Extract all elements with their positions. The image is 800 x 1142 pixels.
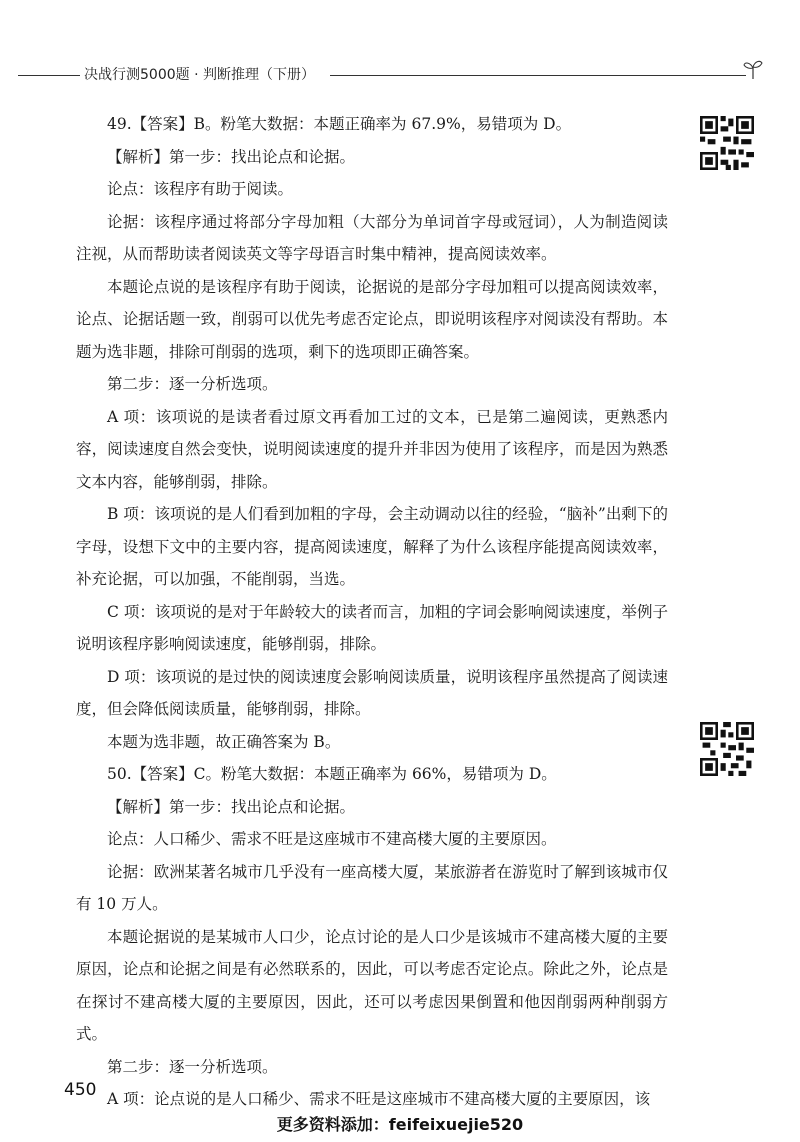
paragraph: 第二步：逐一分析选项。	[107, 375, 278, 393]
paragraph: B 项：该项说的是人们看到加粗的字母，会主动调动以往的经验，“脑补”出剩下的字母，设想下文中的主要内容，提高阅读速度，解释了为什么该程序能提高阅读效率，补充论据，可以加强，不能削弱，当选。	[76, 505, 668, 588]
sprout-icon	[742, 58, 764, 80]
qr-code-icon[interactable]	[700, 722, 754, 776]
paragraph: 论点：该程序有助于阅读。	[107, 180, 294, 198]
running-header	[18, 58, 760, 88]
header-rule-left	[18, 75, 80, 76]
paragraph: 第二步：逐一分析选项。	[107, 1057, 278, 1076]
header-title: 决战行测5000题 · 判断推理（下册）	[84, 67, 315, 83]
paragraph: D 项：该项说的是过快的阅读速度会影响阅读质量，说明该程序虽然提高了阅读速度，但会降低阅读质量，能够削弱，排除。	[76, 667, 668, 718]
paragraph: 论据：该程序通过将部分字母加粗（大部分为单词首字母或冠词），人为制造阅读注视，从而帮助读者阅读英文等字母语言时集中精神，提高阅读效率。	[76, 212, 668, 263]
paragraph: 49.【答案】B。粉笔大数据：本题正确率为 67.9%，易错项为 D。	[107, 115, 572, 133]
paragraph: C 项：该项说的是对于年龄较大的读者而言，加粗的字词会影响阅读速度，举例子说明该程序影响阅读速度，能够削弱，排除。	[76, 602, 668, 653]
paragraph: 本题论点说的是该程序有助于阅读，论据说的是部分字母加粗可以提高阅读效率，论点、论据话题一致，削弱可以优先考虑否定论点，即说明该程序对阅读没有帮助。本题为选非题，排除可削弱的选项，剩下的选项即正确答案。	[76, 277, 668, 361]
paragraph: 论据：欧洲某著名城市几乎没有一座高楼大厦，某旅游者在游览时了解到该城市仅有 10 万人。	[76, 862, 668, 913]
paragraph: 本题为选非题，故正确答案为 B。	[107, 732, 341, 751]
page-number: 450	[64, 1080, 97, 1100]
paragraph: 50.【答案】C。粉笔大数据：本题正确率为 66%，易错项为 D。	[107, 765, 557, 783]
paragraph: 【解析】第一步：找出论点和论据。	[107, 797, 356, 816]
paragraph: 【解析】第一步：找出论点和论据。	[107, 147, 356, 166]
qr-code-icon[interactable]	[700, 116, 754, 170]
paragraph: 论点：人口稀少、需求不旺是这座城市不建高楼大厦的主要原因。	[107, 830, 557, 848]
paragraph: A 项：该项说的是读者看过原文再看加工过的文本，已是第二遍阅读，更熟悉内容，阅读速度自然会变快，说明阅读速度的提升并非因为使用了该程序，而是因为熟悉文本内容，能够削弱，排除。	[76, 407, 668, 491]
page-content	[76, 108, 668, 1116]
header-rule-right	[330, 75, 746, 76]
footer-note: 更多资料添加：feifeixuejie520	[276, 1115, 524, 1134]
paragraph: A 项：论点说的是人口稀少、需求不旺是这座城市不建高楼大厦的主要原因，该	[107, 1090, 651, 1108]
paragraph: 本题论据说的是某城市人口少，论点讨论的是人口少是该城市不建高楼大厦的主要原因，论点和论据之间是有必然联系的，因此，可以考虑否定论点。除此之外，论点是在探讨不建高楼大厦的主要原因，因此，还可以考虑因果倒置和他因削弱两种削弱方式。	[76, 927, 668, 1043]
